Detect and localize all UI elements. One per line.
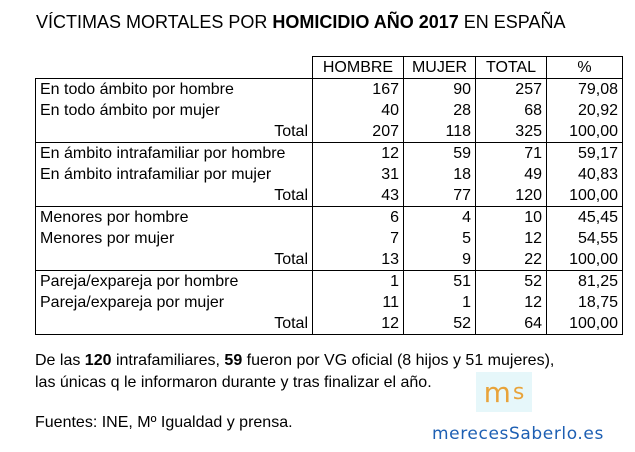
table-header-row [36, 57, 623, 79]
sources-text: Fuentes: INE, Mº Igualdad y prensa. [35, 414, 293, 431]
cell-value: 120 [476, 185, 547, 207]
cell-value: 54,55 [547, 228, 623, 249]
header-hombre: HOMBRE [313, 57, 404, 79]
row-label: En todo ámbito por hombre [36, 79, 313, 101]
cell-value: 12 [476, 292, 547, 313]
cell-value: 5 [404, 228, 476, 249]
table-total-row [36, 185, 623, 207]
footnote: De las 120 intrafamiliares, 59 fueron por VG oficial (8 hijos y 51 mujeres), las únicas q le informaron durante y tras finalizar el año. [35, 352, 555, 391]
cell-value: 100,00 [547, 121, 623, 143]
table-row [36, 143, 623, 165]
table-row [36, 100, 623, 121]
cell-value: 59 [404, 143, 476, 165]
cell-value: 59,17 [547, 143, 623, 165]
cell-value: 100,00 [547, 185, 623, 207]
cell-value: 43 [313, 185, 404, 207]
row-label: En todo ámbito por mujer [36, 100, 313, 121]
row-label: Pareja/expareja por mujer [36, 292, 313, 313]
table-row [36, 164, 623, 185]
cell-value: 10 [476, 207, 547, 229]
table-row [36, 228, 623, 249]
header-percent: % [547, 57, 623, 79]
table-total-row [36, 249, 623, 271]
cell-value: 18 [404, 164, 476, 185]
row-label: Total [36, 185, 313, 207]
cell-value: 68 [476, 100, 547, 121]
row-label: Menores por hombre [36, 207, 313, 229]
site-name: merecesSaberlo.es [432, 424, 604, 444]
cell-value: 7 [313, 228, 404, 249]
cell-value: 12 [313, 313, 404, 335]
cell-value: 64 [476, 313, 547, 335]
cell-value: 51 [404, 271, 476, 293]
cell-value: 45,45 [547, 207, 623, 229]
cell-value: 12 [313, 143, 404, 165]
cell-value: 207 [313, 121, 404, 143]
row-label: Total [36, 313, 313, 335]
cell-value: 77 [404, 185, 476, 207]
cell-value: 1 [313, 271, 404, 293]
cell-value: 118 [404, 121, 476, 143]
header-mujer: MUJER [404, 57, 476, 79]
cell-value: 325 [476, 121, 547, 143]
cell-value: 13 [313, 249, 404, 271]
cell-value: 90 [404, 79, 476, 101]
row-label: En ámbito intrafamiliar por mujer [36, 164, 313, 185]
row-label: En ámbito intrafamiliar por hombre [36, 143, 313, 165]
cell-value: 40 [313, 100, 404, 121]
cell-value: 100,00 [547, 313, 623, 335]
cell-value: 6 [313, 207, 404, 229]
cell-value: 4 [404, 207, 476, 229]
cell-value: 31 [313, 164, 404, 185]
row-label: Pareja/expareja por hombre [36, 271, 313, 293]
ms-logo: m s [476, 372, 532, 412]
cell-value: 18,75 [547, 292, 623, 313]
table-row [36, 292, 623, 313]
cell-value: 79,08 [547, 79, 623, 101]
page-title: VÍCTIMAS MORTALES POR HOMICIDIO AÑO 2017 EN ESPAÑA [36, 12, 566, 32]
cell-value: 40,83 [547, 164, 623, 185]
cell-value: 71 [476, 143, 547, 165]
cell-value: 12 [476, 228, 547, 249]
cell-value: 1 [404, 292, 476, 313]
cell-value: 100,00 [547, 249, 623, 271]
cell-value: 52 [404, 313, 476, 335]
cell-value: 167 [313, 79, 404, 101]
cell-value: 11 [313, 292, 404, 313]
table-row [36, 207, 623, 229]
cell-value: 22 [476, 249, 547, 271]
cell-value: 20,92 [547, 100, 623, 121]
homicide-table [35, 56, 623, 335]
header-total: TOTAL [476, 57, 547, 79]
cell-value: 49 [476, 164, 547, 185]
cell-value: 257 [476, 79, 547, 101]
table-total-row [36, 121, 623, 143]
row-label: Total [36, 121, 313, 143]
table-row [36, 271, 623, 293]
row-label: Total [36, 249, 313, 271]
row-label: Menores por mujer [36, 228, 313, 249]
table-row [36, 79, 623, 101]
cell-value: 28 [404, 100, 476, 121]
cell-value: 52 [476, 271, 547, 293]
table-total-row [36, 313, 623, 335]
cell-value: 81,25 [547, 271, 623, 293]
cell-value: 9 [404, 249, 476, 271]
